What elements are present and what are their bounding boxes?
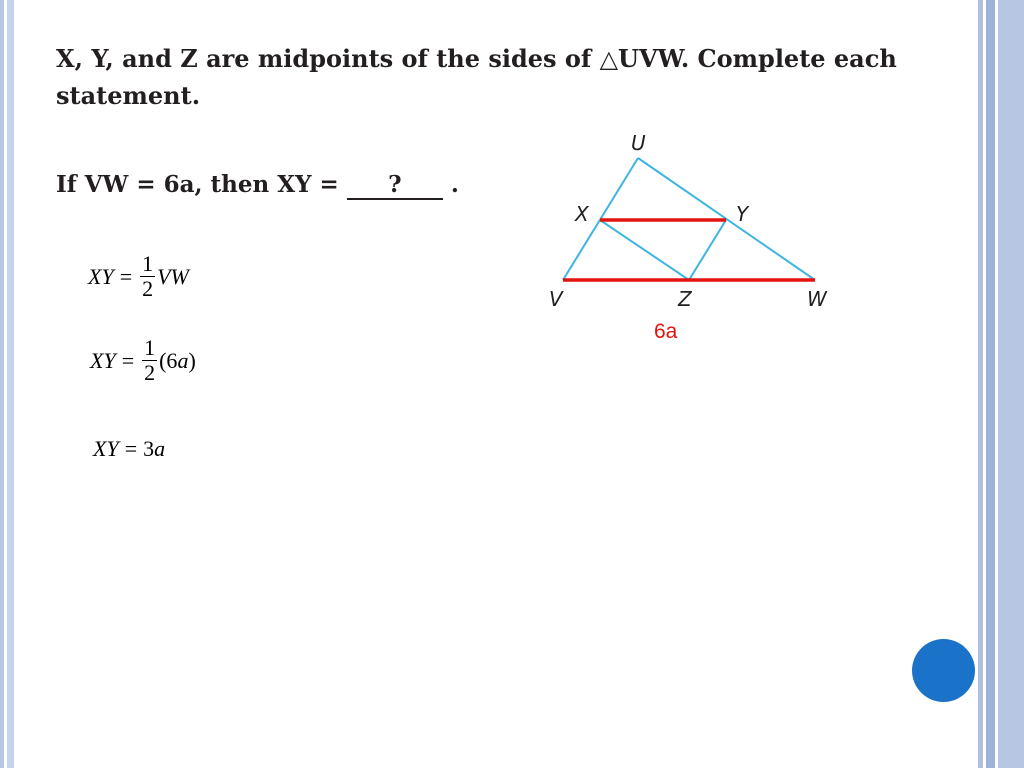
label-v: V	[549, 287, 563, 311]
step2-lhs: XY	[90, 347, 116, 373]
step2-fraction	[142, 336, 157, 385]
answer-blank: ?	[347, 172, 443, 200]
step1-numerator: 1	[142, 251, 154, 276]
segment-xz	[600, 220, 689, 280]
step3-rhs-var: a	[154, 436, 166, 461]
label-z: Z	[678, 287, 692, 311]
step1-fraction	[140, 252, 155, 301]
step1-lhs: XY	[88, 263, 114, 289]
triangle-diagram	[540, 120, 860, 350]
label-x: X	[575, 202, 589, 226]
label-w: W	[807, 287, 827, 311]
step2-rhs-close: )	[188, 347, 196, 373]
step2-equals: =	[121, 347, 135, 373]
question-prefix: If VW = 6a, then XY =	[56, 171, 347, 198]
solution-step-1	[88, 252, 189, 301]
problem-question	[56, 171, 459, 200]
slide-action-button[interactable]	[912, 639, 975, 702]
step1-denominator: 2	[142, 276, 154, 301]
right-border-decoration	[978, 0, 1024, 768]
step2-numerator: 1	[144, 335, 156, 360]
step2-rhs-var: a	[177, 347, 189, 373]
question-suffix: .	[442, 171, 459, 198]
segment-yz	[689, 220, 726, 280]
step3-lhs: XY	[93, 436, 119, 461]
label-u: U	[631, 131, 646, 155]
measure-6a: 6a	[654, 320, 678, 343]
step3-rhs-num: 3	[143, 436, 155, 461]
solution-step-2	[90, 336, 196, 385]
solution-step-3	[93, 436, 165, 462]
left-border-decoration	[0, 0, 14, 768]
problem-heading: X, Y, and Z are midpoints of the sides of △UVW. Complete each statement.	[56, 44, 897, 110]
step1-equals: =	[119, 263, 133, 289]
step2-rhs-open: (6	[159, 347, 178, 373]
step2-denominator: 2	[144, 360, 156, 385]
step1-rhs: VW	[157, 263, 189, 289]
step3-equals: =	[124, 436, 138, 461]
label-y: Y	[736, 202, 749, 226]
